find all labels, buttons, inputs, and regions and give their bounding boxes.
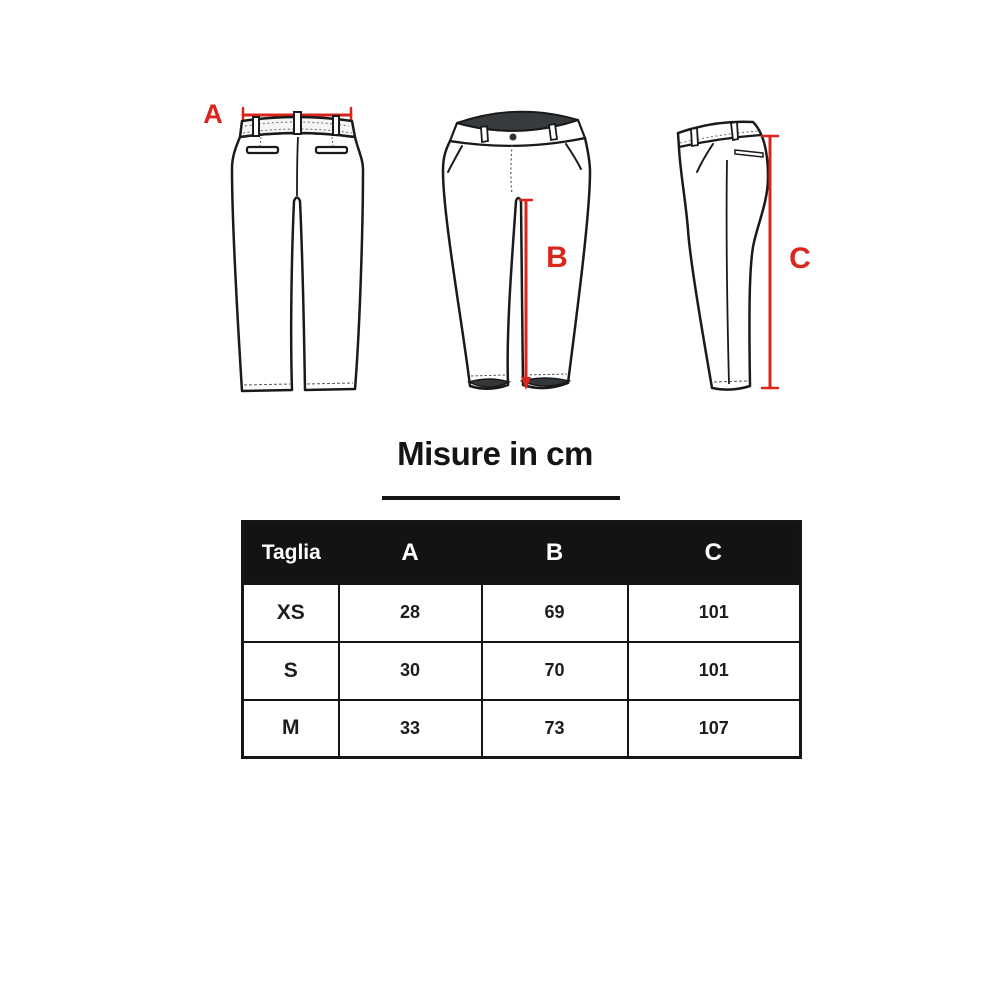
measure-label-c: C [789,242,811,275]
cell-size: M [243,700,339,758]
front-hem-cuffs [469,378,569,387]
cell-size: S [243,642,339,700]
waist-button [510,134,517,141]
header-cell-c: C [628,522,801,584]
pants-back-view-drawing [190,95,390,415]
header-cell-b: B [482,522,628,584]
header-cell-a: A [339,522,482,584]
size-table-header-row [243,522,801,584]
cell-value: 28 [339,584,482,642]
cell-value: 101 [628,584,801,642]
size-table [241,520,802,759]
center-back-seam [297,137,298,196]
pants-front-view-drawing [425,95,625,415]
pants-side-view-drawing [650,95,850,415]
cell-value: 33 [339,700,482,758]
title-underline [382,496,620,500]
cell-size: XS [243,584,339,642]
measure-label-b: B [546,241,568,274]
page-title: Misure in cm [397,435,593,472]
table-row-s [243,642,801,700]
cell-value: 70 [482,642,628,700]
cell-value: 107 [628,700,801,758]
pants-side-outline [678,122,768,390]
cell-value: 30 [339,642,482,700]
header-cell-taglia: Taglia [243,522,339,584]
table-row-xs [243,584,801,642]
cell-value: 73 [482,700,628,758]
measure-label-a: A [203,99,223,129]
table-row-m [243,700,801,758]
cell-value: 101 [628,642,801,700]
cell-value: 69 [482,584,628,642]
